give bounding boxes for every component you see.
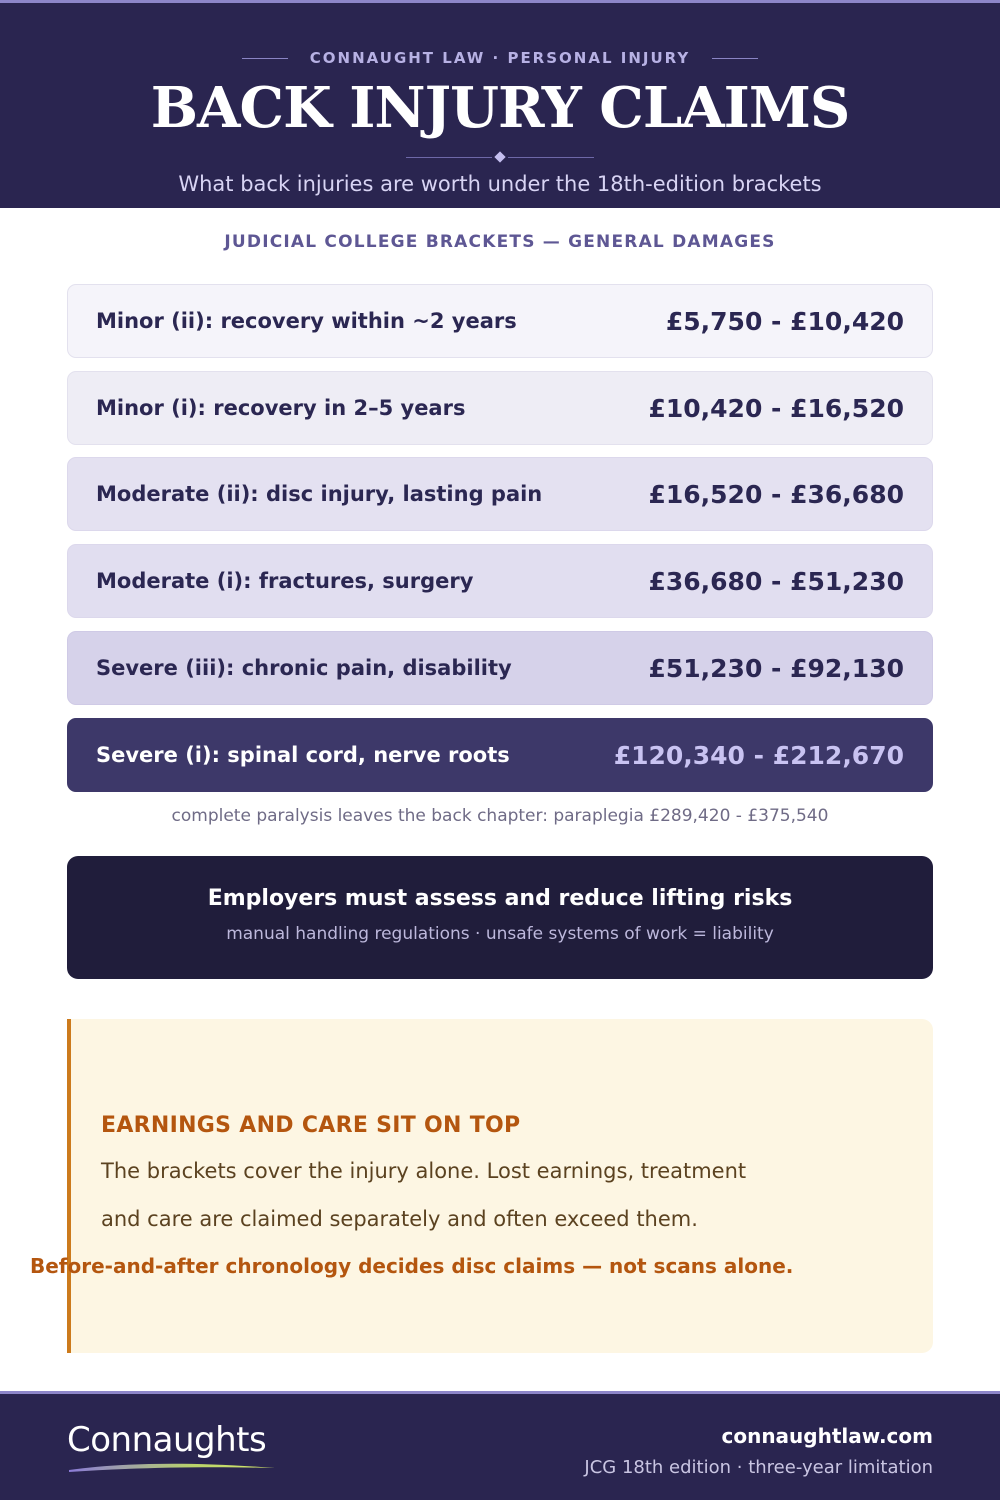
logo-wordmark: Connaughts — [67, 1420, 267, 1460]
bracket-label: Severe (iii): chronic pain, disability — [96, 656, 512, 680]
divider-line-left — [406, 157, 492, 158]
paralysis-footnote: complete paralysis leaves the back chapter: paraplegia £289,420 - £375,540 — [171, 806, 829, 826]
bracket-value: £51,230 - £92,130 — [648, 653, 904, 683]
bracket-row — [67, 544, 933, 618]
bracket-row — [67, 284, 933, 358]
title-divider — [0, 153, 1000, 161]
logo-swoosh-icon — [67, 1460, 277, 1474]
note-body — [101, 1147, 821, 1243]
footer-website: connaughtlaw.com — [721, 1424, 933, 1448]
bracket-value: £120,340 - £212,670 — [613, 740, 904, 770]
bracket-value: £16,520 - £36,680 — [648, 479, 904, 509]
earnings-note — [67, 1019, 933, 1353]
divider-line-right — [508, 157, 594, 158]
page-title: BACK INJURY CLAIMS — [150, 75, 850, 141]
note-body-line: The brackets cover the injury alone. Lost earnings, treatment — [101, 1159, 747, 1183]
footer-meta: JCG 18th edition · three-year limitation — [584, 1457, 933, 1478]
logo — [67, 1420, 287, 1480]
eyebrow-rule-left — [242, 58, 288, 59]
bracket-value: £36,680 - £51,230 — [648, 566, 904, 596]
eyebrow-row — [0, 49, 1000, 67]
eyebrow-rule-right — [712, 58, 758, 59]
header — [0, 0, 1000, 208]
section-heading: JUDICIAL COLLEGE BRACKETS — GENERAL DAMAGES — [224, 232, 776, 252]
bracket-label: Severe (i): spinal cord, nerve roots — [96, 743, 510, 767]
eyebrow: CONNAUGHT LAW · PERSONAL INJURY — [309, 49, 691, 67]
callout-subtitle: manual handling regulations · unsafe systems of work = liability — [226, 924, 774, 944]
note-heading: EARNINGS AND CARE SIT ON TOP — [101, 1113, 521, 1138]
bracket-row — [67, 457, 933, 531]
bracket-row-highlight — [67, 718, 933, 792]
diamond-icon — [494, 151, 505, 162]
employer-callout — [67, 856, 933, 979]
bracket-label: Moderate (ii): disc injury, lasting pain — [96, 482, 543, 506]
bracket-label: Moderate (i): fractures, surgery — [96, 569, 474, 593]
note-emphasis: Before-and-after chronology decides disc claims — not scans alone. — [30, 1254, 794, 1278]
bracket-label: Minor (i): recovery in 2–5 years — [96, 396, 466, 420]
bracket-label: Minor (ii): recovery within ~2 years — [96, 309, 517, 333]
bracket-value: £5,750 - £10,420 — [665, 306, 904, 336]
bracket-row — [67, 631, 933, 705]
footer — [0, 1391, 1000, 1500]
bracket-row — [67, 371, 933, 445]
page-subtitle: What back injuries are worth under the 18th-edition brackets — [178, 172, 822, 196]
callout-title: Employers must assess and reduce lifting risks — [207, 886, 793, 911]
note-body-line: and care are claimed separately and often exceed them. — [101, 1207, 698, 1231]
bracket-value: £10,420 - £16,520 — [648, 393, 904, 423]
